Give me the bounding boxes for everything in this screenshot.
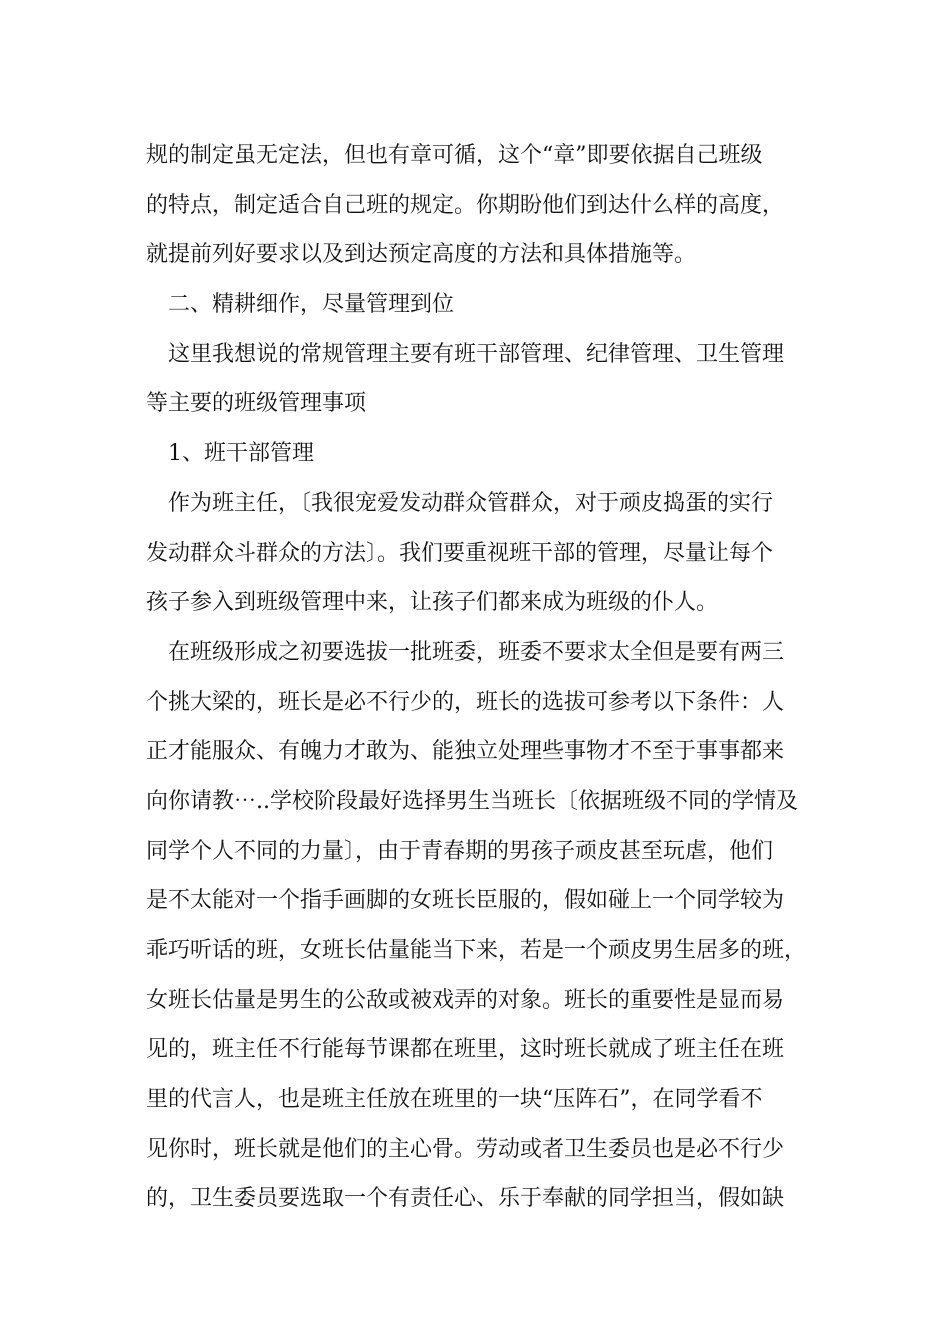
- text-line: 见你时，班长就是他们的主心骨。劳动或者卫生委员也是必不行少: [146, 1136, 785, 1162]
- text-line: 是不太能对一个指手画脚的女班长臣服的，假如碰上一个同学较为: [146, 888, 785, 914]
- body-text: [146, 131, 826, 1224]
- text-line: 同学个人不同的力量〕，由于青春期的男孩子顽皮甚至玩虐，他们: [146, 838, 774, 864]
- text-line: 里的代言人，也是班主任放在班里的一块“压阵石”，在同学看不: [146, 1087, 763, 1113]
- text-line: 发动群众斗群众的方法〕。我们要重视班干部的管理，尽量让每个: [146, 540, 774, 566]
- section-heading: 二、精耕细作，尽量管理到位: [168, 292, 455, 318]
- text-line: 孩子参入到班级管理中来，让孩子们都来成为班级的仆人。: [146, 590, 719, 616]
- text-line: 等主要的班级管理事项: [146, 391, 367, 417]
- text-line: 规的制定虽无定法，但也有章可循，这个“章”即要依据自己班级: [146, 143, 763, 168]
- text-line: 的特点，制定适合自己班的规定。你期盼他们到达什么样的高度，: [146, 192, 785, 218]
- subsection-heading: 1、班干部管理: [168, 441, 314, 467]
- text-line: 女班长估量是男生的公敌或被戏弄的对象。班长的重要性是显而易: [146, 987, 785, 1013]
- text-line: 乖巧听话的班，女班长估量能当下来，若是一个顽皮男生居多的班，: [146, 938, 807, 963]
- text-line: 的，卫生委员要选取一个有责任心、乐于奉献的同学担当，假如缺: [146, 1186, 785, 1212]
- text-line: 向你请教⋯..学校阶段最好选择男生当班长〔依据班级不同的学情及: [146, 788, 798, 814]
- text-line: 作为班主任，〔我很宠爱发动群众管群众，对于顽皮捣蛋的实行: [168, 490, 774, 516]
- text-line: 正才能服众、有魄力才敢为、能独立处理些事物才不至于事事都来: [146, 739, 785, 765]
- text-line: 在班级形成之初要选拔一批班委，班委不要求太全但是要有两三: [168, 639, 785, 665]
- text-line: 见的，班主任不行能每节课都在班里，这时班长就成了班主任在班: [146, 1037, 785, 1063]
- text-line: 就提前列好要求以及到达预定高度的方法和具体措施等。: [146, 242, 697, 268]
- text-line: 个挑大梁的，班长是必不行少的，班长的选拔可参考以下条件：人: [146, 689, 785, 715]
- text-line: 这里我想说的常规管理主要有班干部管理、纪律管理、卫生管理: [168, 341, 785, 367]
